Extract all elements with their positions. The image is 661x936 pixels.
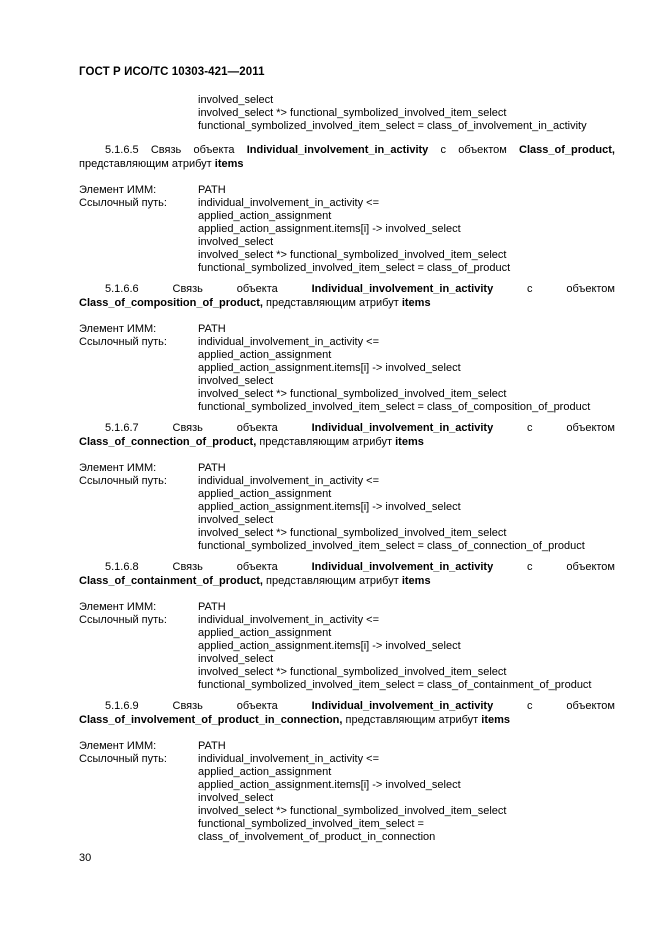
path-line: involved_select *> functional_symbolized_involved_item_select (198, 388, 507, 400)
path-line: individual_involvement_in_activity <= (198, 614, 379, 626)
imm-value: PATH (198, 601, 226, 613)
section-5-1-6-5 (79, 144, 615, 275)
imm-label: Элемент ИММ: (79, 740, 157, 752)
path-line: class_of_involvement_of_product_in_connection (198, 831, 436, 843)
section-number: 5.1.6.5 (105, 144, 139, 156)
attribute-name: items (395, 435, 424, 448)
target-name: Class_of_involvement_of_product_in_connection, (79, 713, 343, 726)
section-number: 5.1.6.9 (105, 700, 139, 712)
intro-line: functional_symbolized_involved_item_select = class_of_involvement_in_activity (198, 120, 587, 132)
attribute-name: items (401, 296, 431, 309)
path-line: functional_symbolized_involved_item_select = (198, 818, 424, 830)
path-code (198, 184, 615, 275)
target-name: Class_of_product, (519, 144, 615, 156)
ref-path-label: Ссылочный путь: (79, 336, 167, 348)
path-line: functional_symbolized_involved_item_select = class_of_containment_of_product (198, 679, 592, 691)
path-line: functional_symbolized_involved_item_select = class_of_composition_of_product (198, 401, 591, 413)
imm-value: PATH (198, 740, 226, 752)
section-heading: 5.1.6.6 Связь объекта Individual_involvement_in_activity с объектом Class_of_composition_of_product, представляющим атрибут items (79, 283, 615, 309)
entity-name: Individual_involvement_in_activity (311, 700, 494, 712)
intro-line: involved_select *> functional_symbolized_involved_item_select (198, 107, 507, 119)
attribute-name: items (481, 713, 511, 726)
path-code (198, 740, 615, 844)
path-line: applied_action_assignment.items[i] -> involved_select (198, 501, 461, 513)
target-name: Class_of_connection_of_product, (79, 435, 257, 448)
mapping-block (79, 601, 615, 692)
path-line: applied_action_assignment.items[i] -> involved_select (198, 362, 461, 374)
section-5-1-6-9 (79, 700, 615, 844)
path-line: involved_select (198, 792, 274, 804)
imm-label: Элемент ИММ: (79, 184, 157, 196)
path-line: involved_select *> functional_symbolized_involved_item_select (198, 249, 507, 261)
target-name: Class_of_composition_of_product, (79, 296, 263, 309)
path-line: applied_action_assignment (198, 766, 332, 778)
intro-path-continuation (198, 94, 587, 133)
path-code (198, 323, 615, 414)
section-heading: 5.1.6.5 Связь объекта Individual_involvement_in_activity с объектом Class_of_product, представляющим атрибут items (79, 144, 615, 170)
path-line: individual_involvement_in_activity <= (198, 197, 379, 209)
intro-line: involved_select (198, 94, 274, 106)
ref-path-label: Ссылочный путь: (79, 753, 167, 765)
entity-name: Individual_involvement_in_activity (246, 144, 429, 156)
ref-path-label: Ссылочный путь: (79, 614, 167, 626)
path-code (198, 601, 615, 692)
mapping-block (79, 323, 615, 414)
section-number: 5.1.6.8 (105, 561, 139, 573)
ref-path-label: Ссылочный путь: (79, 197, 167, 209)
section-number: 5.1.6.6 (105, 283, 139, 295)
mapping-block (79, 184, 615, 275)
attribute-name: items (401, 574, 431, 587)
path-line: individual_involvement_in_activity <= (198, 753, 379, 765)
path-line: involved_select (198, 375, 274, 387)
path-line: involved_select (198, 653, 274, 665)
target-name: Class_of_containment_of_product, (79, 574, 263, 587)
path-line: applied_action_assignment.items[i] -> involved_select (198, 640, 461, 652)
path-line: involved_select *> functional_symbolized_involved_item_select (198, 666, 507, 678)
section-5-1-6-6 (79, 283, 615, 414)
mapping-block (79, 462, 615, 553)
imm-label: Элемент ИММ: (79, 323, 157, 335)
path-line: applied_action_assignment (198, 349, 332, 361)
section-heading: 5.1.6.7 Связь объекта Individual_involvement_in_activity с объектом Class_of_connection_of_product, представляющим атрибут items (79, 422, 615, 448)
path-line: individual_involvement_in_activity <= (198, 336, 379, 348)
section-heading: 5.1.6.9 Связь объекта Individual_involvement_in_activity с объектом Class_of_involvement_of_product_in_connection, представляющим атрибут items (79, 700, 615, 726)
document-header: ГОСТ Р ИСО/ТС 10303-421—2011 (79, 66, 265, 78)
section-5-1-6-8 (79, 561, 615, 692)
ref-path-label: Ссылочный путь: (79, 475, 167, 487)
section-5-1-6-7 (79, 422, 615, 553)
path-line: applied_action_assignment (198, 210, 332, 222)
path-code (198, 462, 615, 553)
path-line: applied_action_assignment (198, 488, 332, 500)
imm-value: PATH (198, 323, 226, 335)
path-line: applied_action_assignment.items[i] -> involved_select (198, 223, 461, 235)
entity-name: Individual_involvement_in_activity (311, 422, 494, 434)
entity-name: Individual_involvement_in_activity (311, 283, 494, 295)
imm-value: PATH (198, 184, 226, 196)
imm-label: Элемент ИММ: (79, 462, 157, 474)
section-number: 5.1.6.7 (105, 422, 139, 434)
path-line: individual_involvement_in_activity <= (198, 475, 379, 487)
imm-value: PATH (198, 462, 226, 474)
path-line: functional_symbolized_involved_item_select = class_of_product (198, 262, 511, 274)
path-line: involved_select *> functional_symbolized_involved_item_select (198, 527, 507, 539)
attribute-name: items (214, 157, 244, 170)
path-line: involved_select (198, 514, 274, 526)
path-line: functional_symbolized_involved_item_select = class_of_connection_of_product (198, 540, 585, 552)
mapping-block (79, 740, 615, 844)
path-line: involved_select *> functional_symbolized_involved_item_select (198, 805, 507, 817)
imm-label: Элемент ИММ: (79, 601, 157, 613)
entity-name: Individual_involvement_in_activity (311, 561, 494, 573)
section-heading: 5.1.6.8 Связь объекта Individual_involvement_in_activity с объектом Class_of_containment_of_product, представляющим атрибут items (79, 561, 615, 587)
path-line: applied_action_assignment.items[i] -> involved_select (198, 779, 461, 791)
page-number: 30 (79, 852, 92, 864)
path-line: involved_select (198, 236, 274, 248)
path-line: applied_action_assignment (198, 627, 332, 639)
